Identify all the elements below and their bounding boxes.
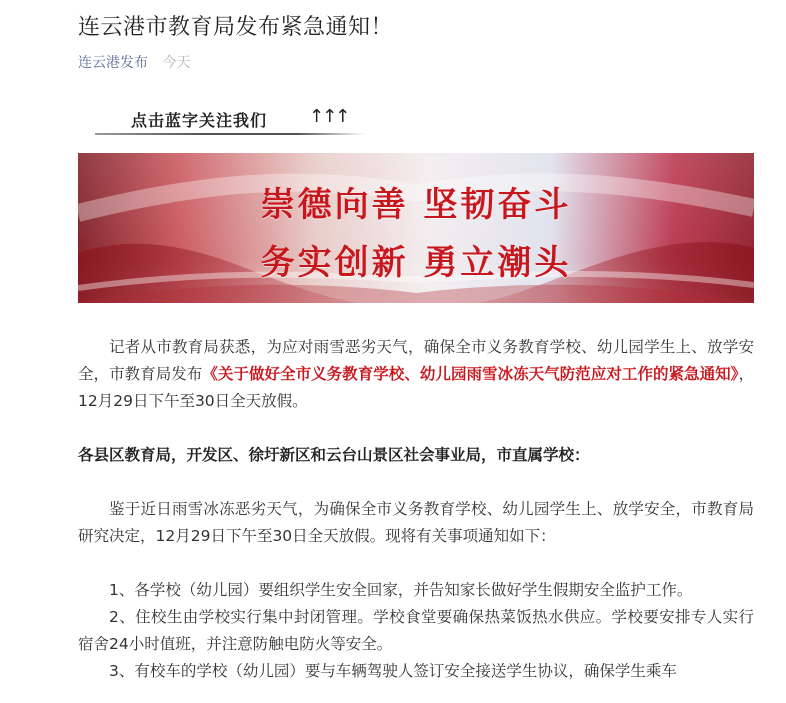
account-name-link[interactable]: 连云港发布 [78, 55, 148, 71]
banner-slogan-line-1: 崇德向善 坚韧奋斗 [260, 185, 572, 225]
follow-prompt [95, 104, 395, 136]
publish-date: 今天 [162, 55, 191, 71]
intro-text: 记者从市教育局获悉，为应对雨雪恶劣天气，确保全市义务教育学校、幼儿园学生上、放学安全，市教育局发布 [78, 338, 754, 383]
list-item: 3、有校车的学校（幼儿园）要与车辆驾驶人签订安全接送学生协议，确保学生乘车 [109, 662, 677, 680]
up-arrows-icon: ↑↑↑ [309, 106, 349, 127]
article-body [78, 334, 754, 685]
notice-paragraph: 鉴于近日雨雪冰冻恶劣天气，为确保全市义务教育学校、幼儿园学生上、放学安全，市教育局研究决定，12月29日下午至30日全天放假。现将有关事项通知如下： [78, 500, 754, 545]
notice-title-highlight: 《关于做好全市义务教育学校、幼儿园雨雪冰冻天气防范应对工作的紧急通知》 [202, 365, 739, 383]
article-title: 连云港市教育局发布紧急通知！ [78, 15, 394, 40]
article-meta [78, 52, 190, 72]
list-item: 2、住校生由学校实行集中封闭管理。学校食堂要确保热菜饭热水供应。学校要安排专人实行宿舍24小时值班，并注意防触电防火等安全。 [78, 608, 754, 653]
follow-prompt-text: 点击蓝字关注我们 [131, 111, 268, 130]
intro-text-end: ，12月29日下午至30日全天放假。 [78, 365, 754, 410]
list-item: 1、各学校（幼儿园）要组织学生安全回家，并告知家长做好学生假期安全监护工作。 [109, 581, 693, 599]
banner-slogan-line-2: 务实创新 勇立潮头 [260, 243, 572, 283]
recipients-line: 各县区教育局，开发区、徐圩新区和云台山景区社会事业局，市直属学校： [78, 446, 590, 464]
follow-underline [95, 133, 365, 135]
intro-paragraph [78, 334, 754, 415]
slogan-banner [78, 153, 754, 303]
